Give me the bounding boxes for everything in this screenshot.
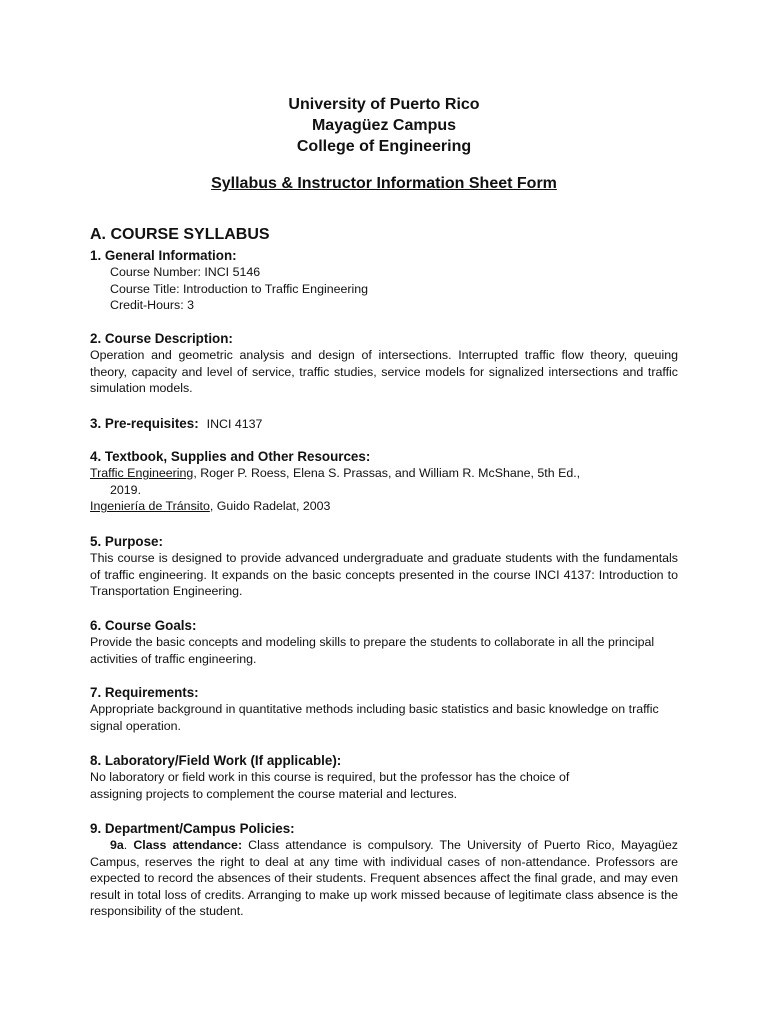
laboratory-text-line-1: No laboratory or field work in this course is required, but the professor has the choice of (90, 770, 570, 784)
textbook-2-title: Ingeniería de Tránsito (90, 499, 210, 514)
policies-section (90, 820, 678, 920)
textbook-heading: 4. Textbook, Supplies and Other Resources: (90, 449, 371, 464)
course-number: Course Number: INCI 5146 (110, 265, 261, 279)
course-title: Course Title: Introduction to Traffic Engineering (110, 281, 369, 296)
requirements-section (90, 684, 678, 734)
university-name: University of Puerto Rico (288, 96, 480, 113)
course-goals-heading: 6. Course Goals: (90, 618, 197, 633)
purpose-section (90, 533, 678, 600)
textbook-1-title: Traffic Engineering (90, 466, 194, 480)
requirements-heading: 7. Requirements: (90, 685, 199, 700)
prerequisites-value: INCI 4137 (206, 417, 263, 431)
class-attendance-heading: Class attendance: (133, 838, 243, 852)
section-a-heading: A. COURSE SYLLABUS (90, 226, 270, 243)
prerequisites-heading: 3. Pre-requisites: (90, 416, 199, 431)
requirements-text: Appropriate background in quantitative methods including basic statistics and basic knowledge on traffic signal operation. (90, 702, 659, 733)
textbook-entry-2 (90, 498, 678, 515)
laboratory-text-line-2: assigning projects to complement the course material and lectures. (90, 786, 458, 801)
form-title: Syllabus & Instructor Information Sheet Form (211, 175, 557, 192)
textbook-1-details: , Roger P. Roess, Elena S. Prassas, and William R. McShane, 5th Ed., (193, 466, 581, 480)
course-description-heading: 2. Course Description: (90, 331, 233, 346)
textbook-entry-1 (90, 465, 678, 482)
campus-name: Mayagüez Campus (311, 117, 457, 134)
textbook-2-details: , Guido Radelat, 2003 (209, 499, 331, 514)
class-attendance-paragraph: 9a. Class attendance: Class attendance is compulsory. The University of Puerto Rico, Mayagüez Campus, reserves the right to deal at any time with individual cases of non-attendance. Professors are expected to record the absences of their students. Frequent absences affect the final grade, and may even result in total loss of credits. Arranging to make up work missed because of legitimate class absence is the responsibility of the student. (90, 838, 679, 919)
general-information-section (90, 247, 678, 314)
laboratory-heading: 8. Laboratory/Field Work (If applicable): (90, 753, 342, 768)
course-description-text: Operation and geometric analysis and design of intersections. Interrupted traffic flow theory, queuing theory, capacity and level of service, traffic studies, service models for signalized intersections and traffic simulation models. (90, 348, 678, 396)
general-information-heading: 1. General Information: (90, 248, 237, 263)
credit-hours: Credit-Hours: 3 (110, 298, 195, 313)
textbook-1-year: 2019. (110, 482, 142, 497)
class-attendance-text: Class attendance is compulsory. The University of Puerto Rico, Mayagüez Campus, reserves the right to deal at any time with individual cases of non-attendance. Professors are expected to record the absences of their students. Frequent absences affect the final grade, and may even result in total loss of credits. Arranging to make up work missed because of legitimate class absence is the responsibility of the student. (90, 838, 679, 919)
purpose-text: This course is designed to provide advanced undergraduate and graduate students with the fundamentals of traffic engineering. It expands on the basic concepts presented in the course INCI 4137: Introduction to Transportation Engineering. (90, 551, 678, 599)
policy-9a-label: 9a (110, 838, 124, 852)
textbook-section (90, 448, 678, 515)
laboratory-section (90, 752, 678, 802)
course-goals-section (90, 617, 678, 667)
document-header (0, 94, 768, 157)
policies-heading: 9. Department/Campus Policies: (90, 821, 295, 836)
course-goals-text: Provide the basic concepts and modeling skills to prepare the students to collaborate in all the principal activities of traffic engineering. (90, 635, 655, 666)
purpose-heading: 5. Purpose: (90, 534, 163, 549)
college-name: College of Engineering (296, 138, 472, 155)
prerequisites-section (90, 415, 678, 433)
course-description-section (90, 330, 678, 397)
